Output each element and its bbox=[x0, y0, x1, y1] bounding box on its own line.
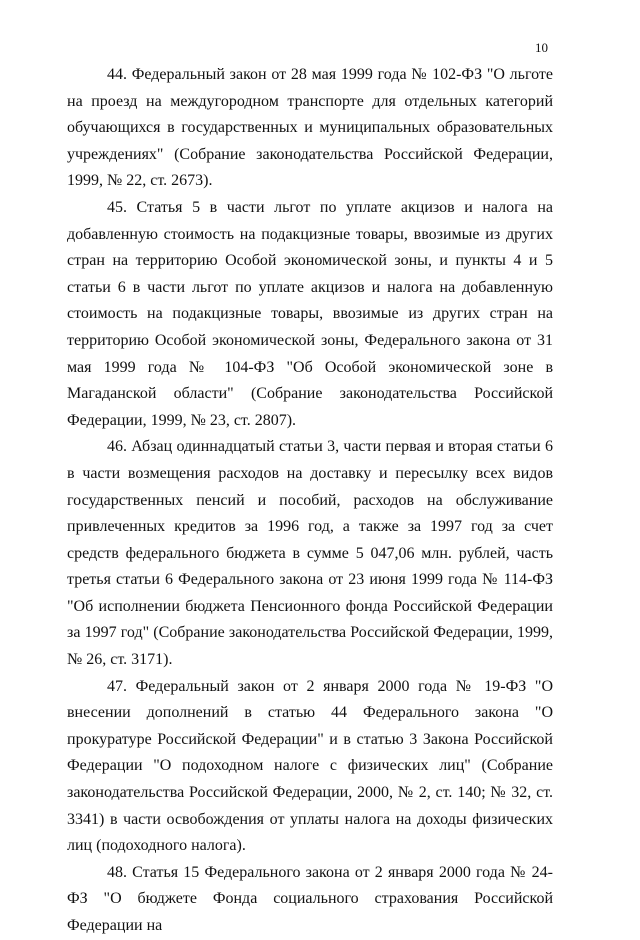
document-body bbox=[67, 62, 553, 940]
paragraph-item-46: 46. Абзац одиннадцатый статьи 3, части первая и вторая статьи 6 в части возмещения расходов на доставку и пересылку всех видов государственных пенсий и пособий, расходов на обслуживание привлеченных кредитов за 1996 год, а также за 1997 год за счет средств федерального бюджета в сумме 5 047,06 млн. рублей, часть третья статьи 6 Федерального закона от 23 июня 1999 года № 114-ФЗ "Об исполнении бюджета Пенсионного фонда Российской Федерации за 1997 год" (Собрание законодательства Российской Федерации, 1999, № 26, ст. 3171). bbox=[67, 438, 553, 669]
paragraph-item-47: 47. Федеральный закон от 2 января 2000 года № 19-ФЗ "О внесении дополнений в статью 44 Федерального закона "О прокуратуре Российской Федерации" и в статью 3 Закона Российской Федерации "О подоходном налоге с физических лиц" (Собрание законодательства Российской Федерации, 2000, № 2, ст. 140; № 32, ст. 3341) в части освобождения от уплаты налога на доходы физических лиц (подоходного налога). bbox=[67, 677, 553, 855]
page-number: 10 bbox=[535, 40, 548, 55]
paragraph-item-44: 44. Федеральный закон от 28 мая 1999 года № 102-ФЗ "О льготе на проезд на междугородном транспорте для отдельных категорий обучающихся в государственных и муниципальных образовательных учреждениях" (Собрание законодательства Российской Федерации, 1999, № 22, ст. 2673). bbox=[67, 66, 553, 190]
paragraph-item-48: 48. Статья 15 Федерального закона от 2 января 2000 года № 24-ФЗ "О бюджете Фонда социального страхования Российской Федерации на bbox=[67, 863, 553, 934]
paragraph-item-45: 45. Статья 5 в части льгот по уплате акцизов и налога на добавленную стоимость на подакцизные товары, ввозимые из других стран на территорию Особой экономической зоны, и пункты 4 и 5 статьи 6 в части льгот по уплате акцизов и налога на добавленную стоимость на подакцизные товары, ввозимые из других стран на территорию Особой экономической зоны, Федерального закона от 31 мая 1999 года № 104-ФЗ "Об Особой экономической зоне в Магаданской области" (Собрание законодательства Российской Федерации, 1999, № 23, ст. 2807). bbox=[67, 198, 553, 429]
